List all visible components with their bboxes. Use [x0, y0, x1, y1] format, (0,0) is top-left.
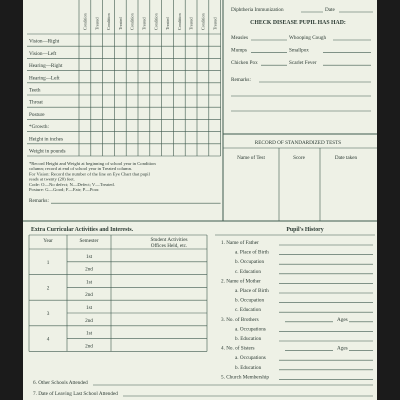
diphtheria-label: Diphtheria Immunization [231, 7, 284, 13]
health-row-label: Vision—Left [29, 50, 57, 57]
extra-column-header: Student Activities [150, 237, 188, 243]
health-row-label: Hearing—Right [29, 63, 63, 70]
disease-right-label: Whooping Cough [289, 35, 327, 41]
extra-semester-label: 2nd [85, 343, 93, 350]
disease-right-label: Smallpox [289, 47, 309, 54]
health-note: *Record Height and Weight at beginning of school year in Condition [29, 161, 156, 166]
health-column-header: Treated [141, 17, 147, 30]
health-row-label: Height in inches [29, 136, 63, 143]
record-card-drawing [23, 0, 377, 400]
history-sub-label: a. Place of Birth [235, 249, 269, 256]
extra-year-label: 4 [46, 336, 50, 343]
diphtheria-date-label: Date [325, 7, 335, 13]
health-row-label: Weight in pounds [29, 148, 66, 155]
health-column-header: Treated [212, 17, 218, 30]
extra-column-header: Semester [79, 238, 99, 244]
history-ages-label: Ages [337, 316, 348, 323]
history-sub-label: c. Education [235, 268, 261, 275]
history-item-label: 1. Name of Father [221, 240, 259, 246]
history-sub-label: a. Occupations [235, 355, 266, 362]
history-heading: Pupil's History [286, 227, 324, 233]
health-note: Posture: G—Good; F—Fair; P—Poor. [29, 187, 100, 192]
health-row-label: *Growth: [29, 124, 49, 131]
history-sub-label: b. Occupation [235, 297, 265, 304]
extra-semester-label: 1st [85, 330, 93, 337]
history-item-label: 5. Church Membership [221, 374, 269, 381]
record-card [23, 0, 377, 400]
history-item-label: 4. No. of Sisters [221, 345, 255, 352]
health-column-header: Condition [129, 13, 135, 30]
disease-remarks-label: Remarks: [231, 77, 251, 83]
history-sub-label: b. Education [235, 364, 262, 371]
extra-year-label: 2 [46, 285, 50, 292]
history-item-label: 2. Name of Mother [221, 278, 261, 285]
health-column-header: Treated [94, 17, 100, 30]
health-note: Code: O—No defect; N—Defect; V—Treated. [29, 181, 115, 187]
health-column-header: Condition [200, 13, 206, 30]
extra-semester-label: 2nd [85, 317, 93, 324]
health-note: For Vision: Record the number of the line on Eye Chart that pupil [29, 171, 150, 177]
extra-semester-label: 1st [85, 279, 93, 286]
history-sub-label: c. Education [235, 307, 261, 314]
history-sub-label: a. Occupations [235, 326, 266, 333]
health-remarks-label: Remarks: [29, 198, 49, 205]
extra-year-label: 3 [46, 311, 50, 317]
health-column-header: Condition [176, 13, 182, 30]
health-row-label: Posture [29, 111, 45, 118]
extra-semester-label: 2nd [85, 292, 93, 299]
history-sub-label: a. Place of Birth [235, 288, 269, 294]
tests-column-header: Score [293, 155, 305, 161]
footer-label: 7. Date of Leaving Last School Attended [33, 391, 118, 397]
health-row-label: Throat [29, 99, 43, 106]
tests-column-header: Name of Test [237, 155, 265, 161]
health-column-header: Condition [106, 13, 112, 30]
extra-semester-label: 2nd [85, 266, 93, 273]
extra-year-label: 1 [46, 259, 50, 266]
extra-column-header: Offices Held, etc. [150, 243, 188, 249]
health-row-label: Vision—Right [29, 38, 60, 45]
extra-semester-label: 1st [85, 305, 93, 311]
health-column-header: Treated [188, 17, 194, 30]
tests-column-header: Date taken [334, 155, 358, 161]
health-row-label: Teeth [29, 87, 41, 94]
history-sub-label: b. Education [235, 336, 262, 342]
history-sub-label: b. Occupation [235, 259, 265, 266]
health-note: reads at twenty (20) feet. [29, 176, 75, 182]
disease-left-label: Measles [231, 35, 248, 41]
footer-label: 6. Other Schools Attended [33, 380, 88, 386]
history-item-label: 3. No. of Brothers [221, 316, 259, 323]
health-column-header: Condition [82, 13, 88, 30]
disease-left-label: Mumps [231, 47, 247, 54]
health-column-header: Treated [165, 17, 171, 30]
history-ages-label: Ages [337, 345, 348, 352]
tests-heading: RECORD OF STANDARDIZED TESTS [254, 140, 342, 146]
health-column-header: Condition [153, 13, 159, 30]
health-column-header: Treated [117, 17, 123, 30]
disease-heading: CHECK DISEASE PUPIL HAS HAD: [250, 20, 346, 26]
health-note: column; record at end of school year in Treated column. [29, 166, 133, 172]
disease-right-label: Scarlet Fever [289, 60, 317, 67]
extra-column-header: Year [43, 238, 53, 244]
health-row-label: Hearing—Left [29, 75, 60, 82]
extra-semester-label: 1st [85, 253, 93, 260]
extra-heading: Extra Curricular Activities and Interests. [31, 227, 134, 233]
disease-left-label: Chicken Pox [231, 60, 258, 67]
